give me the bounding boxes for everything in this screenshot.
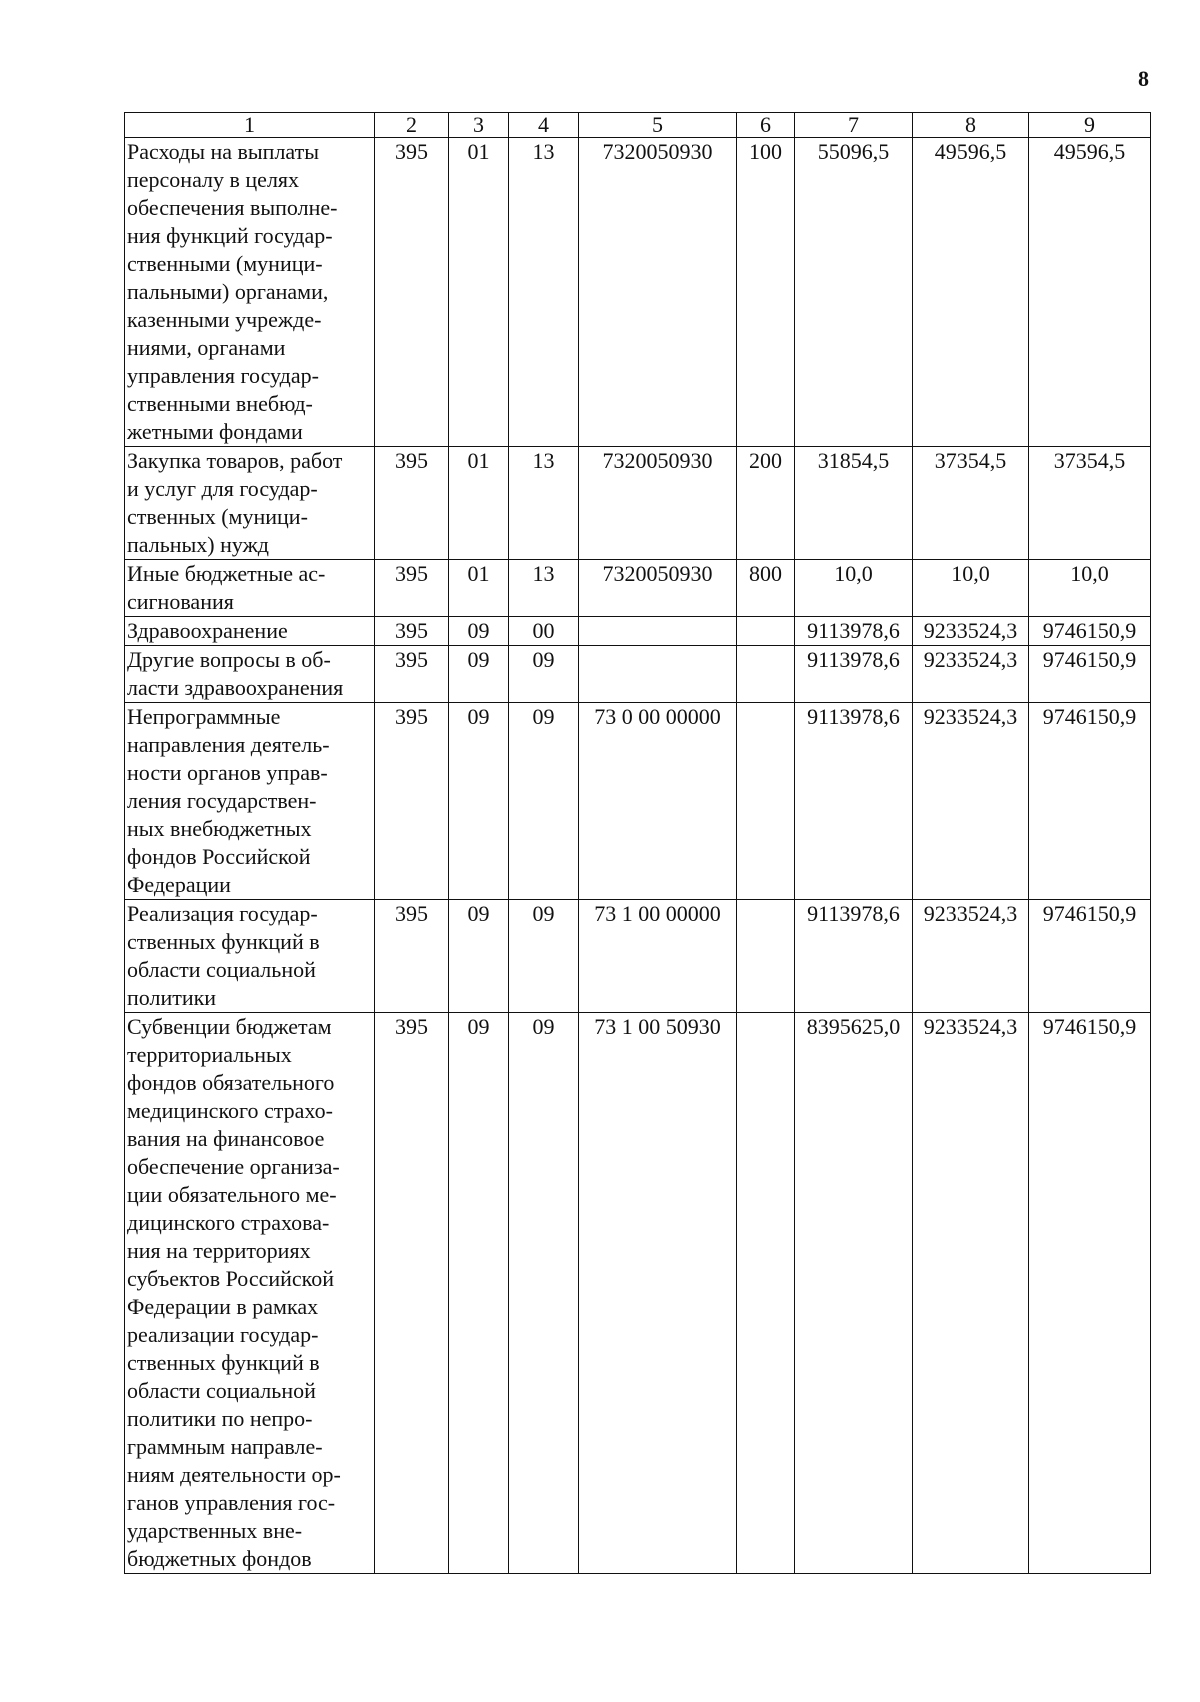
section-code-cell: 01 [449,447,509,560]
subsection-code-cell: 13 [509,138,579,447]
col-header: 8 [913,113,1029,138]
section-code-cell: 01 [449,138,509,447]
item-name-line: и услуг для государ- [127,476,318,501]
item-name-line: ции обязательного ме- [127,1182,337,1207]
item-name-line: реализации государ- [127,1322,319,1347]
expense-type-cell [737,646,795,703]
item-name-line: Расходы на выплаты [127,139,320,164]
item-name-line: Реализация государ- [127,901,318,926]
amount-col8-cell: 9233524,3 [913,1013,1029,1574]
item-name-line: ударственных вне- [127,1518,303,1543]
subsection-code-cell: 13 [509,560,579,617]
expense-type-cell: 200 [737,447,795,560]
table-row [125,900,1151,1013]
item-name-cell [125,1013,375,1574]
amount-col9-cell: 9746150,9 [1029,617,1151,646]
expense-type-cell [737,617,795,646]
expense-type-cell [737,1013,795,1574]
item-name-line: персоналу в целях [127,167,300,192]
item-name-line: медицинского страхо- [127,1098,333,1123]
item-name-line: казенными учрежде- [127,307,322,332]
item-name-line: ния функций государ- [127,223,333,248]
amount-col7-cell: 9113978,6 [795,617,913,646]
item-name-cell [125,447,375,560]
subsection-code-cell: 00 [509,617,579,646]
amount-col7-cell: 10,0 [795,560,913,617]
item-name-cell [125,617,375,646]
table-row [125,703,1151,900]
section-code-cell: 09 [449,617,509,646]
amount-col8-cell: 9233524,3 [913,617,1029,646]
amount-col7-cell: 9113978,6 [795,703,913,900]
item-name-line: Иные бюджетные ас- [127,561,326,586]
amount-col7-cell: 31854,5 [795,447,913,560]
item-name-line: Закупка товаров, работ [127,448,343,473]
item-name-line: территориальных [127,1042,292,1067]
item-name-line: пальных) нужд [127,532,270,557]
target-article-cell [579,646,737,703]
target-article-cell: 7320050930 [579,138,737,447]
chapter-code-cell: 395 [375,617,449,646]
item-name-line: ственных (муници- [127,504,308,529]
col-header: 5 [579,113,737,138]
target-article-cell: 7320050930 [579,560,737,617]
amount-col9-cell: 9746150,9 [1029,703,1151,900]
amount-col8-cell: 49596,5 [913,138,1029,447]
item-name-line: Непрограммные [127,704,281,729]
budget-table [124,112,1151,1574]
amount-col9-cell: 10,0 [1029,560,1151,617]
amount-col8-cell: 37354,5 [913,447,1029,560]
section-code-cell: 09 [449,1013,509,1574]
table-row [125,447,1151,560]
expense-type-cell [737,900,795,1013]
item-name-line: бюджетных фондов [127,1546,312,1571]
chapter-code-cell: 395 [375,900,449,1013]
expense-type-cell [737,703,795,900]
subsection-code-cell: 09 [509,703,579,900]
chapter-code-cell: 395 [375,138,449,447]
item-name-line: ниями, органами [127,335,286,360]
target-article-cell: 73 1 00 00000 [579,900,737,1013]
item-name-cell [125,646,375,703]
col-header: 3 [449,113,509,138]
section-code-cell: 09 [449,646,509,703]
target-article-cell: 73 0 00 00000 [579,703,737,900]
amount-col9-cell: 37354,5 [1029,447,1151,560]
table-row [125,560,1151,617]
item-name-line: области социальной [127,957,316,982]
item-name-line: сигнования [127,589,234,614]
amount-col8-cell: 10,0 [913,560,1029,617]
item-name-line: области социальной [127,1378,316,1403]
item-name-line: ния на территориях [127,1238,311,1263]
item-name-line: вания на финансовое [127,1126,325,1151]
item-name-line: ниям деятельности ор- [127,1462,341,1487]
table-row [125,646,1151,703]
section-code-cell: 09 [449,900,509,1013]
table-body [125,138,1151,1574]
item-name-line: субъектов Российской [127,1266,335,1291]
item-name-line: фондов обязательного [127,1070,335,1095]
expense-type-cell: 100 [737,138,795,447]
item-name-cell [125,703,375,900]
subsection-code-cell: 09 [509,900,579,1013]
item-name-cell [125,900,375,1013]
col-header: 9 [1029,113,1151,138]
item-name-line: обеспечения выполне- [127,195,338,220]
amount-col7-cell: 8395625,0 [795,1013,913,1574]
col-header: 6 [737,113,795,138]
section-code-cell: 09 [449,703,509,900]
col-header: 2 [375,113,449,138]
item-name-line: Субвенции бюджетам [127,1014,332,1039]
amount-col9-cell: 49596,5 [1029,138,1151,447]
amount-col9-cell: 9746150,9 [1029,646,1151,703]
item-name-line: жетными фондами [127,419,303,444]
amount-col9-cell: 9746150,9 [1029,1013,1151,1574]
item-name-line: ности органов управ- [127,760,328,785]
chapter-code-cell: 395 [375,646,449,703]
amount-col7-cell: 9113978,6 [795,900,913,1013]
item-name-line: ления государствен- [127,788,317,813]
item-name-line: дицинского страхова- [127,1210,330,1235]
item-name-line: ных внебюджетных [127,816,312,841]
table-row [125,1013,1151,1574]
page-number: 8 [1138,66,1149,91]
chapter-code-cell: 395 [375,1013,449,1574]
item-name-line: управления государ- [127,363,319,388]
item-name-line: обеспечение организа- [127,1154,340,1179]
item-name-line: граммным направле- [127,1434,323,1459]
amount-col7-cell: 55096,5 [795,138,913,447]
col-header: 1 [125,113,375,138]
expense-type-cell: 800 [737,560,795,617]
target-article-cell [579,617,737,646]
item-name-line: Федерации в рамках [127,1294,319,1319]
table-row [125,617,1151,646]
amount-col7-cell: 9113978,6 [795,646,913,703]
item-name-line: Федерации [127,872,231,897]
target-article-cell: 7320050930 [579,447,737,560]
header-row [125,113,1151,138]
item-name-line: Другие вопросы в об- [127,647,331,672]
amount-col9-cell: 9746150,9 [1029,900,1151,1013]
col-header: 4 [509,113,579,138]
item-name-line: политики [127,985,217,1010]
subsection-code-cell: 09 [509,646,579,703]
item-name-line: направления деятель- [127,732,330,757]
target-article-cell: 73 1 00 50930 [579,1013,737,1574]
item-name-line: ласти здравоохранения [127,675,344,700]
chapter-code-cell: 395 [375,560,449,617]
item-name-line: политики по непро- [127,1406,313,1431]
subsection-code-cell: 09 [509,1013,579,1574]
item-name-line: ганов управления гос- [127,1490,336,1515]
section-code-cell: 01 [449,560,509,617]
item-name-line: ственных функций в [127,929,320,954]
item-name-cell [125,560,375,617]
amount-col8-cell: 9233524,3 [913,646,1029,703]
item-name-line: ственных функций в [127,1350,320,1375]
item-name-line: ственными (муници- [127,251,323,276]
item-name-line: фондов Российской [127,844,311,869]
item-name-line: Здравоохранение [127,618,288,643]
item-name-line: ственными внебюд- [127,391,313,416]
item-name-line: пальными) органами, [127,279,329,304]
amount-col8-cell: 9233524,3 [913,900,1029,1013]
amount-col8-cell: 9233524,3 [913,703,1029,900]
table-row [125,138,1151,447]
col-header: 7 [795,113,913,138]
item-name-cell [125,138,375,447]
chapter-code-cell: 395 [375,703,449,900]
chapter-code-cell: 395 [375,447,449,560]
subsection-code-cell: 13 [509,447,579,560]
